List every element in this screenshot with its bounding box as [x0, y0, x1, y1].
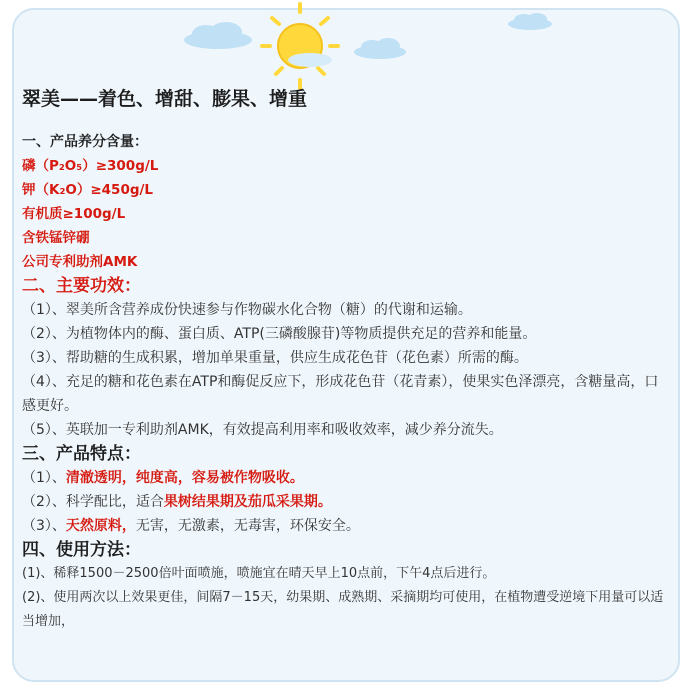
usage-item: (1)、稀释1500－2500倍叶面喷施，喷施宜在晴天早上10点前，下午4点后进行。: [22, 566, 496, 581]
feature-item-prefix: （3）、: [22, 518, 66, 534]
section-heading-effects: 二、主要功效：: [22, 276, 141, 296]
nutrient-item: 公司专利助剂AMK: [22, 254, 138, 270]
effect-item: （1）、翠美所含营养成份快速参与作物碳水化合物（糖）的代谢和运输。: [22, 302, 472, 318]
effect-item: （2）、为植物体内的酶、蛋白质、ATP(三磷酸腺苷)等物质提供充足的营养和能量。: [22, 326, 537, 342]
feature-item-highlight: 果树结果期及茄瓜采果期。: [163, 494, 332, 510]
effect-item: （3）、帮助糖的生成积累，增加单果重量，供应生成花色苷（花色素）所需的酶。: [22, 350, 528, 366]
usage-item: (2)、使用两次以上效果更佳，间隔7－15天，幼果期、成熟期、采摘期均可使用，在植物遭受逆境下用量可以适当增加，: [22, 590, 664, 629]
nutrient-item: 含铁锰锌硼: [22, 230, 90, 246]
section-heading-usage: 四、使用方法：: [22, 540, 141, 560]
nutrient-item: 钾（K₂O）≥450g/L: [22, 182, 154, 198]
section-heading-features: 三、产品特点：: [22, 444, 141, 464]
page-title: 翠美——着色、增甜、膨果、增重: [22, 88, 308, 110]
feature-item-highlight: 天然原料，: [65, 518, 136, 534]
feature-item-suffix: 无害，无激素，无毒害，环保安全。: [135, 518, 360, 534]
feature-item: [22, 490, 672, 514]
document-content: [22, 84, 672, 634]
effect-item: （5）、英联加一专利助剂AMK，有效提高利用率和吸收效率，减少养分流失。: [22, 422, 503, 438]
section-heading-nutrients: 一、产品养分含量：: [22, 134, 148, 150]
feature-item-prefix: （2）、科学配比，适合: [22, 494, 164, 510]
nutrient-item: 磷（P₂O₅）≥300g/L: [22, 158, 159, 174]
effect-item: （4）、充足的糖和花色素在ATP和酶促反应下，形成花色苷（花青素），使果实色泽漂亮，含糖量高，口感更好。: [22, 374, 659, 414]
feature-item: [22, 514, 672, 538]
feature-item: [22, 466, 672, 490]
nutrient-item: 有机质≥100g/L: [22, 206, 126, 222]
feature-item-prefix: （1）、: [22, 470, 66, 486]
feature-item-highlight: 清澈透明，纯度高，容易被作物吸收。: [65, 470, 304, 486]
